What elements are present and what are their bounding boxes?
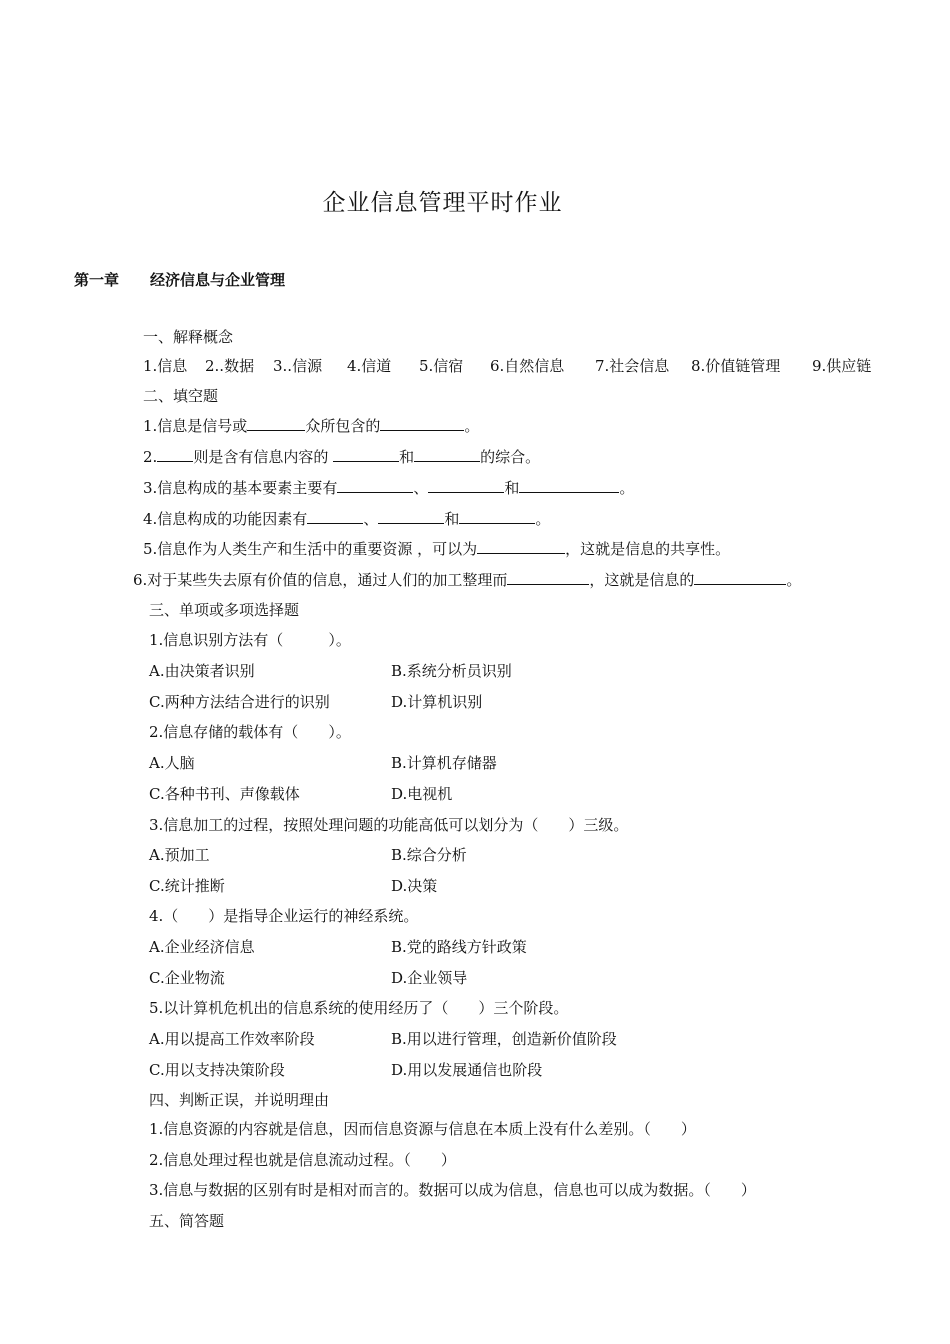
choice-option-a: A.企业经济信息 (149, 938, 255, 956)
choice-option-b: B.党的路线方针政策 (391, 938, 527, 956)
choice-question-1: 1.信息识别方法有（ ）。 (149, 631, 351, 649)
answer-blank (307, 509, 363, 524)
judge-question-3: 3.信息与数据的区别有时是相对而言的。数据可以成为信息，信息也可以成为数据。（ ） (149, 1181, 756, 1199)
answer-blank (337, 478, 413, 493)
section-heading-fill: 二、填空题 (143, 387, 219, 405)
choice-option-d: D.电视机 (391, 785, 453, 803)
concept-item: 5.信宿 (419, 357, 464, 375)
answer-blank (477, 539, 565, 554)
choice-option-a: A.用以提高工作效率阶段 (149, 1030, 315, 1048)
fill-question-5: 5.信息作为人类生产和生活中的重要资源 ，可以为 ，这就是信息的共享性。 (143, 540, 731, 558)
choice-option-d: D.计算机识别 (391, 693, 483, 711)
chapter-heading (74, 269, 285, 290)
answer-blank (459, 509, 535, 524)
fill-question-6: 6.对于某些失去原有价值的信息，通过人们的加工整理而 ，这就是信息的 。 (133, 571, 802, 589)
answer-blank (507, 570, 589, 585)
choice-option-b: B.计算机存储器 (391, 754, 497, 772)
fill-question-4: 4.信息构成的功能因素有 、 和 。 (143, 510, 551, 528)
choice-option-a: A.人脑 (149, 754, 195, 772)
choice-option-d: D.决策 (391, 877, 438, 895)
choice-option-c: C.各种书刊、声像载体 (149, 785, 300, 803)
answer-blank (414, 447, 480, 462)
answer-blank (380, 416, 464, 431)
section-heading-judge: 四、判断正误，并说明理由 (149, 1091, 330, 1109)
section-heading-concepts: 一、解释概念 (143, 328, 234, 346)
judge-question-1: 1.信息资源的内容就是信息，因而信息资源与信息在本质上没有什么差别。（ ） (149, 1120, 696, 1138)
concept-item: 1.信息 (143, 357, 188, 375)
answer-blank (519, 478, 619, 493)
choice-question-4: 4.（ ）是指导企业运行的神经系统。 (149, 907, 419, 925)
choice-option-d: D.企业领导 (391, 969, 468, 987)
choice-option-a: A.预加工 (149, 846, 210, 864)
choice-question-2: 2.信息存储的载体有（ ）。 (149, 723, 351, 741)
choice-option-b: B.系统分析员识别 (391, 662, 512, 680)
section-heading-short-answer: 五、简答题 (149, 1212, 225, 1230)
answer-blank (694, 570, 786, 585)
document-title: 企业信息管理平时作业 (322, 190, 563, 216)
answer-blank (428, 478, 504, 493)
concept-item: 2..数据 (205, 357, 255, 375)
fill-question-2: 2. 则是含有信息内容的 和 的综合。 (143, 448, 541, 466)
choice-option-a: A.由决策者识别 (149, 662, 255, 680)
choice-option-c: C.用以支持决策阶段 (149, 1061, 285, 1079)
answer-blank (378, 509, 444, 524)
choice-option-c: C.两种方法结合进行的识别 (149, 693, 330, 711)
chapter-name: 经济信息与企业管理 (150, 271, 286, 289)
section-heading-choice: 三、单项或多项选择题 (149, 601, 300, 619)
answer-blank (333, 447, 399, 462)
answer-blank (247, 416, 305, 431)
concept-item: 7.社会信息 (595, 357, 670, 375)
concept-item: 6.自然信息 (490, 357, 565, 375)
choice-option-b: B.用以进行管理，创造新价值阶段 (391, 1030, 617, 1048)
choice-option-c: C.统计推断 (149, 877, 225, 895)
concept-item: 3..信源 (273, 357, 323, 375)
judge-question-2: 2.信息处理过程也就是信息流动过程。（ ） (149, 1151, 456, 1169)
choice-question-3: 3.信息加工的过程，按照处理问题的功能高低可以划分为（ ）三级。 (149, 816, 629, 834)
concept-item: 4.信道 (347, 357, 392, 375)
choice-question-5: 5.以计算机危机出的信息系统的使用经历了（ ）三个阶段。 (149, 999, 569, 1017)
chapter-number: 第一章 (74, 271, 120, 289)
choice-option-d: D.用以发展通信也阶段 (391, 1061, 543, 1079)
choice-option-b: B.综合分析 (391, 846, 467, 864)
concept-item: 8.价值链管理 (691, 357, 781, 375)
concept-item: 9.供应链 (812, 357, 872, 375)
fill-question-1: 1.信息是信号或 众所包含的 。 (143, 417, 480, 435)
fill-question-3: 3.信息构成的基本要素主要有 、 和 。 (143, 479, 635, 497)
answer-blank (157, 447, 193, 462)
choice-option-c: C.企业物流 (149, 969, 225, 987)
